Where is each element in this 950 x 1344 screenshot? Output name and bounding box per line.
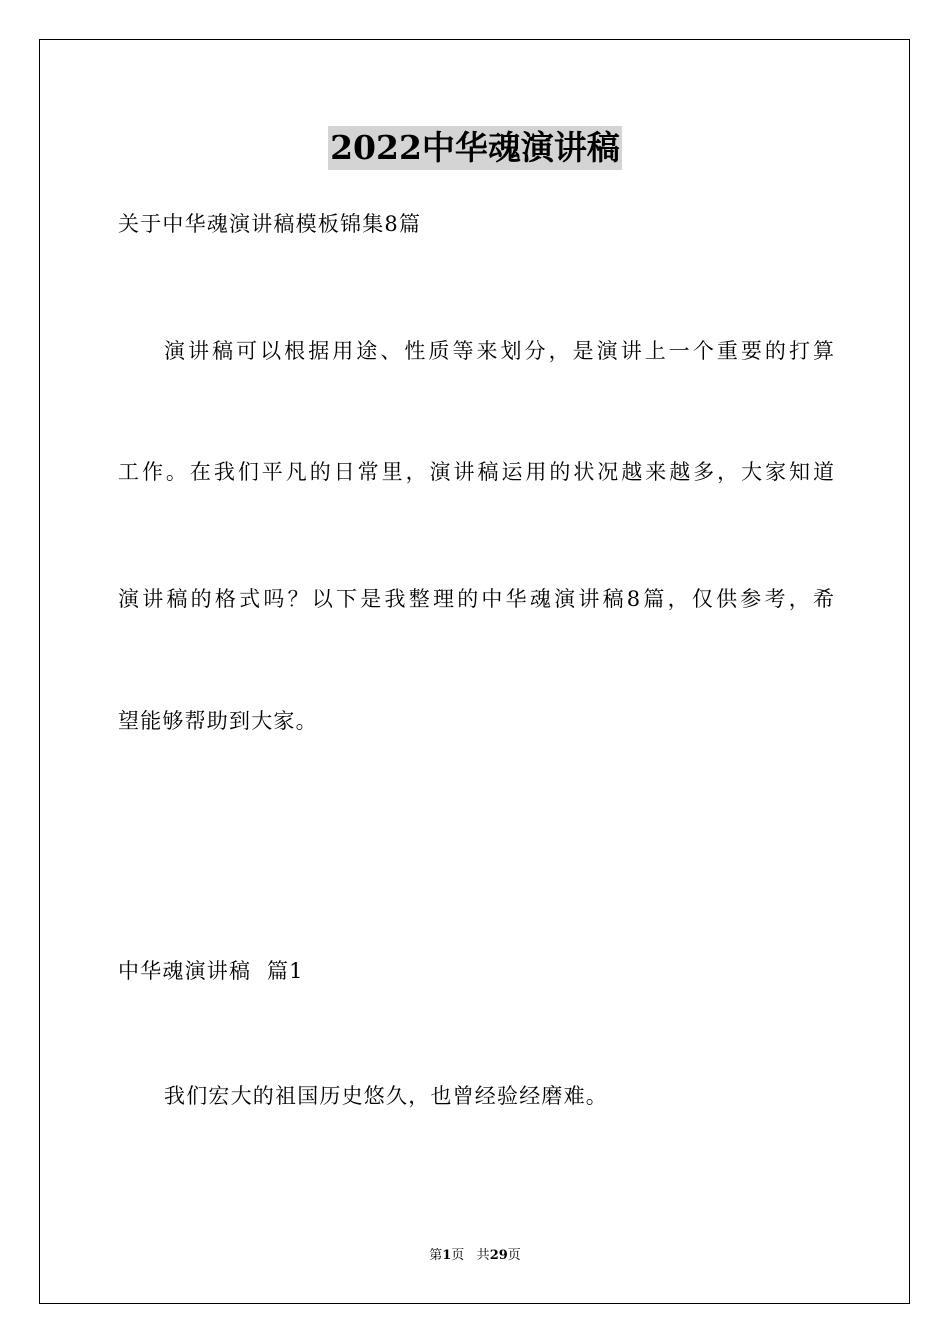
footer-page-prefix: 第 [429, 1248, 443, 1263]
document-title: 2022中华魂演讲稿 [328, 126, 622, 170]
intro-line-1: 演讲稿可以根据用途、性质等来划分，是演讲上一个重要的打算 [164, 339, 834, 363]
footer-total-suffix: 页 [507, 1248, 521, 1263]
footer-total-prefix: 共 [476, 1248, 490, 1263]
intro-line-4: 望能够帮助到大家。 [118, 709, 318, 733]
section-heading: 中华魂演讲稿 篇1 [118, 959, 304, 983]
page-footer [0, 1247, 950, 1265]
footer-page-suffix: 页 [451, 1248, 465, 1263]
footer-page-number: 1 [442, 1248, 452, 1263]
footer-total-pages: 29 [489, 1248, 508, 1263]
document-subtitle: 关于中华魂演讲稿模板锦集8篇 [118, 212, 422, 236]
section-paragraph-line: 我们宏大的祖国历史悠久，也曾经验经磨难。 [164, 1084, 608, 1108]
intro-line-2: 工作。在我们平凡的日常里，演讲稿运用的状况越来越多，大家知道 [118, 460, 834, 484]
title-container [0, 126, 950, 170]
intro-line-3: 演讲稿的格式吗？以下是我整理的中华魂演讲稿8篇，仅供参考，希 [118, 587, 834, 611]
